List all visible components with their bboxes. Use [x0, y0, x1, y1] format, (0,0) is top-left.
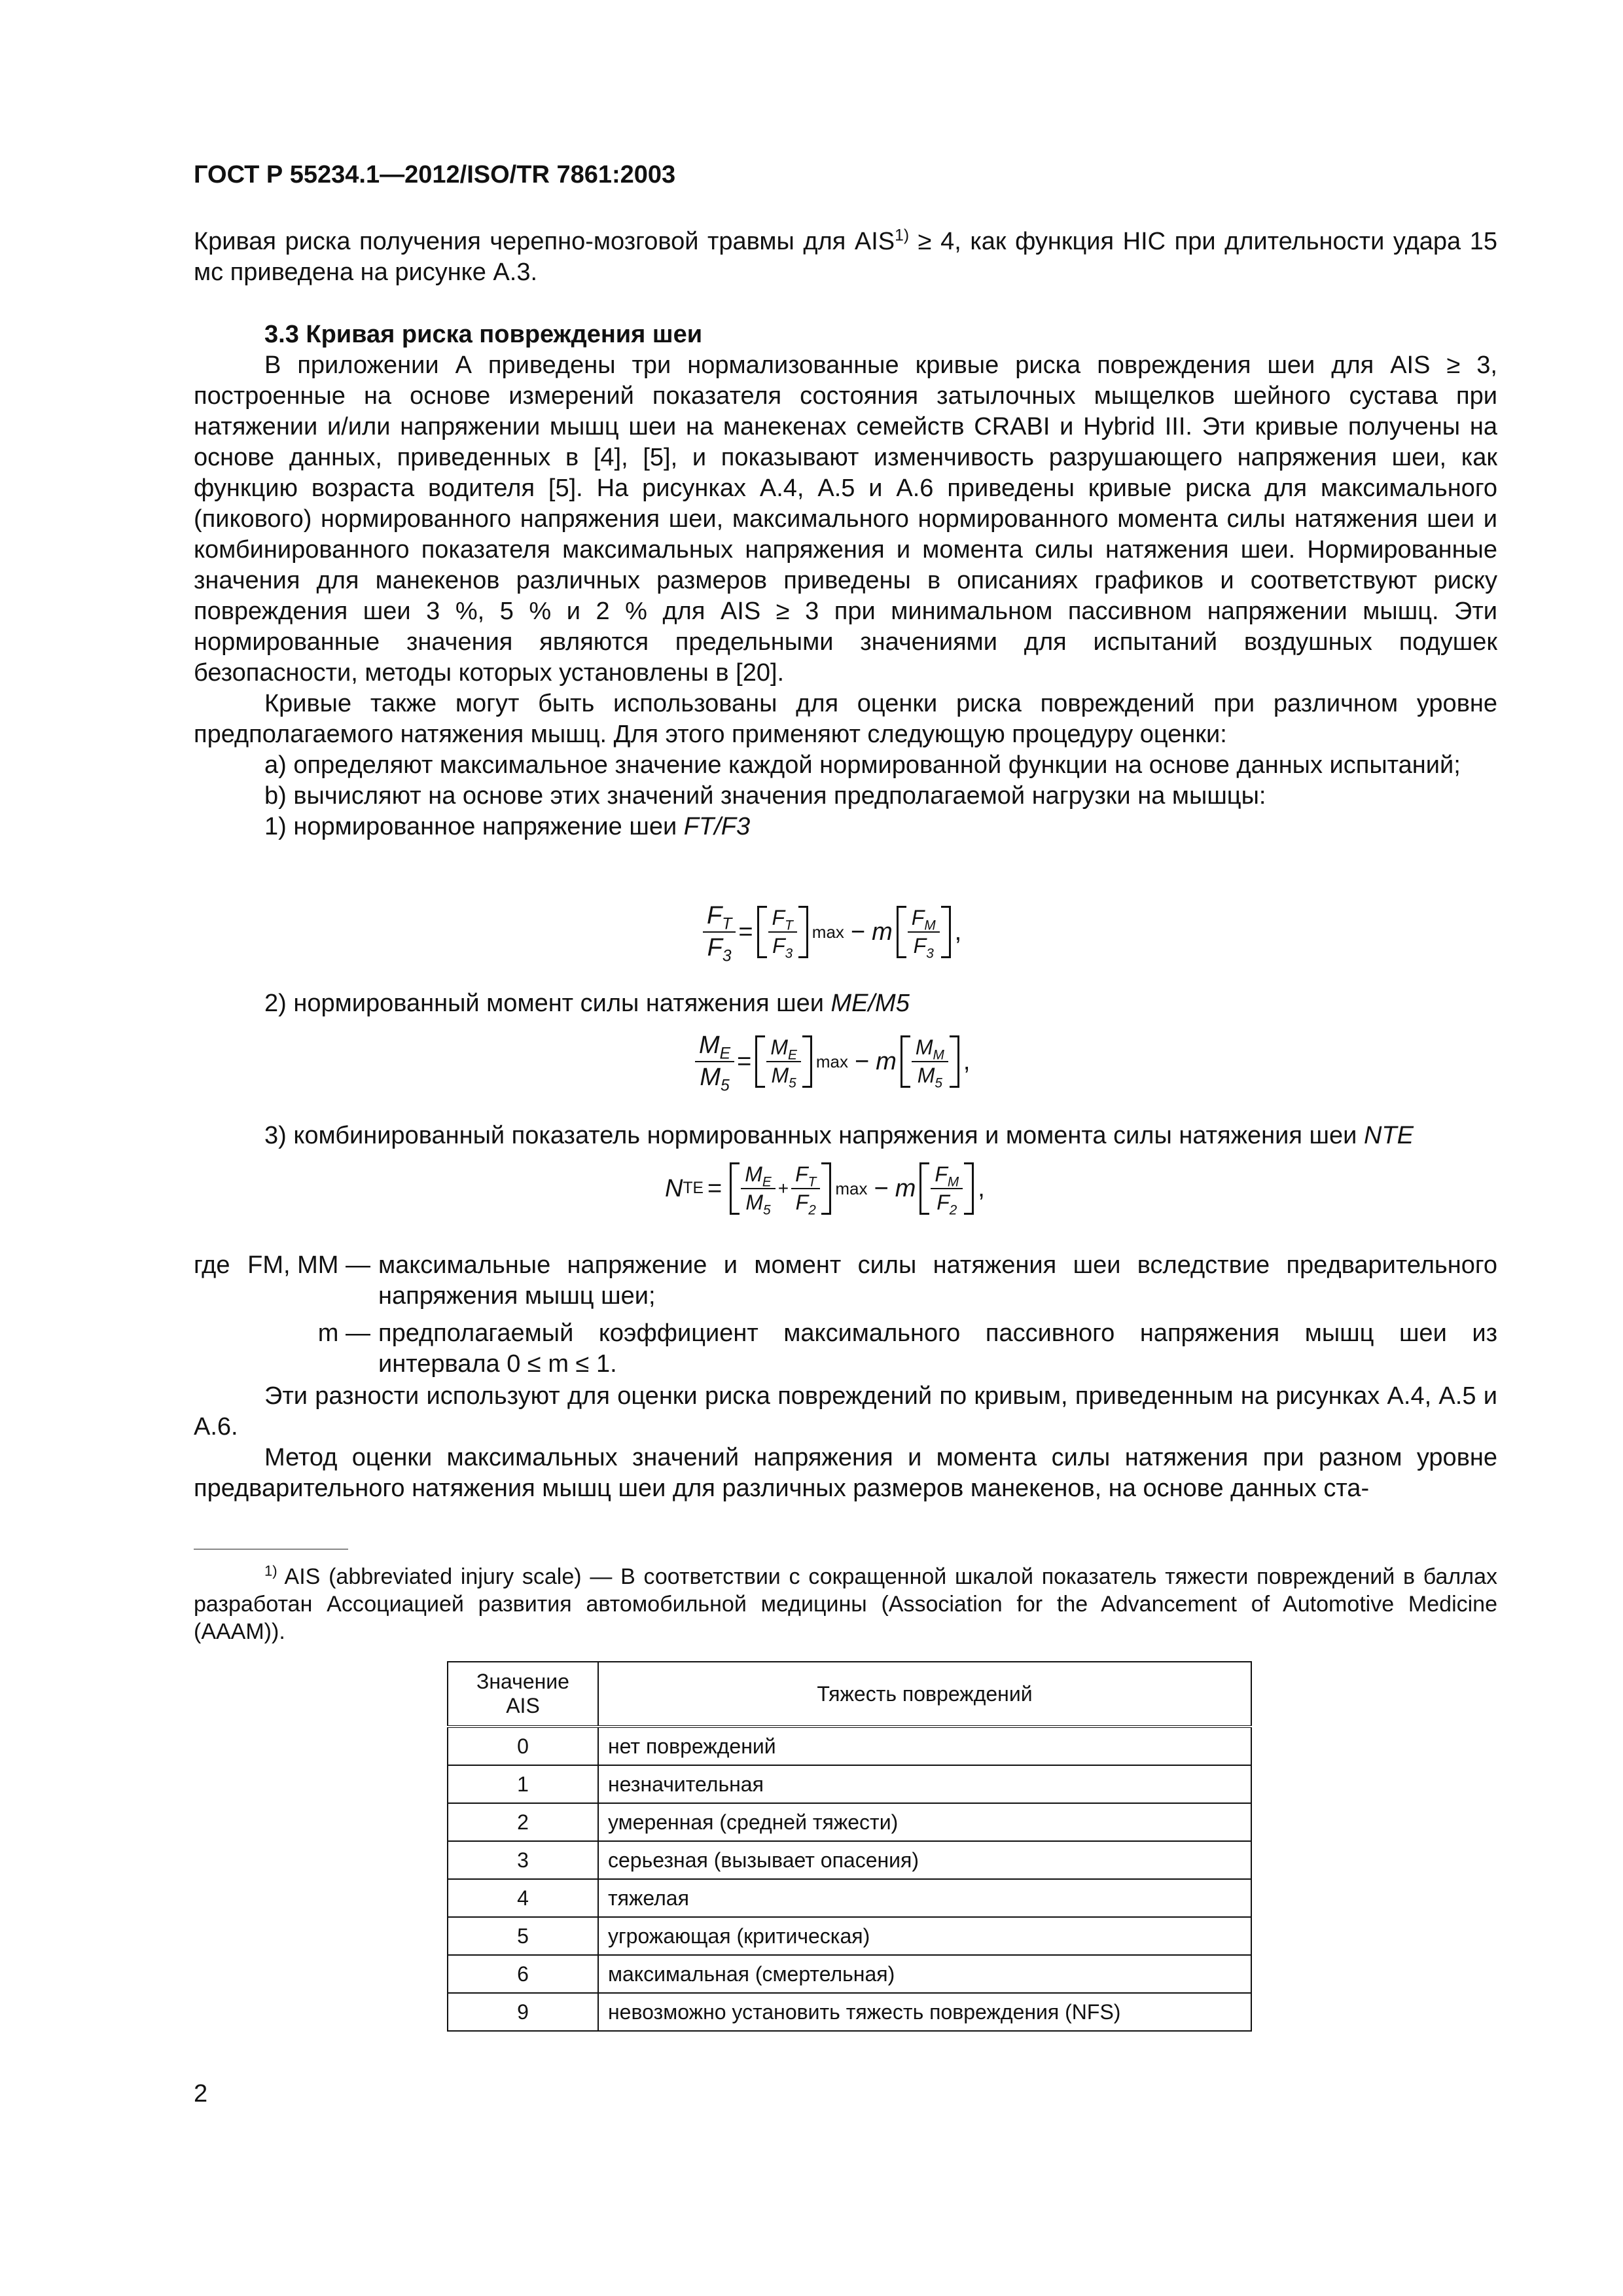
formula-3: N TE = $\frac{M_E}{M_5}$ + $\frac{F_T}{F_2}$ max − m $\frac{F_M}{F_2}$ , [665, 1162, 985, 1218]
where-def-2: предполагаемый коэффициент максимального пассивного напряжения мышц шеи из интервала 0 ≤ m ≤ 1. [378, 1319, 1497, 1378]
table-cell-ais: 9 [448, 1993, 598, 2031]
subscript: 5 [789, 1075, 796, 1091]
list-item-2-symbol: ME/M5 [830, 990, 910, 1017]
table-cell-ais: 0 [448, 1727, 598, 1765]
footnote [194, 1563, 1497, 1645]
table-cell-severity: нет повреждений [598, 1727, 1251, 1765]
subscript: E [762, 1174, 772, 1190]
paragraph-3: Эти разности используют для оценки риска повреждений по кривым, приведенным на рисунках А.4, А.5 и А.6. [194, 1382, 1497, 1441]
table-cell-severity: невозможно установить тяжесть повреждения (NFS) [598, 1993, 1251, 2031]
subscript: E [787, 1047, 797, 1063]
list-item-3-text: 3) комбинированный показатель нормированных напряжения и момента силы натяжения шеи [264, 1122, 1357, 1149]
where-def-1: максимальные напряжение и момент силы натяжения шеи вследствие предварительного напряжения мышц шеи; [378, 1251, 1497, 1310]
subscript: T [785, 918, 793, 933]
table-row [448, 1803, 1251, 1841]
page-number: 2 [194, 2080, 208, 2108]
table-cell-ais: 6 [448, 1955, 598, 1993]
list-item-b: b) вычисляют на основе этих значений значения предполагаемой нагрузки на мышцы: [264, 782, 1266, 810]
table-header-ais: Значение AIS [448, 1662, 598, 1727]
table-cell-severity: незначительная [598, 1765, 1251, 1803]
formula-1: $\frac{F_T}{F_3}$ = $\frac{F_T}{F_3}$ max − m $\frac{F_M}{F_3}$ , [700, 902, 961, 962]
list-item-1 [194, 812, 1497, 842]
subscript: 2 [808, 1202, 816, 1218]
where-term-1: FM, MM — [247, 1251, 370, 1279]
table-cell-ais: 5 [448, 1917, 598, 1955]
list-item-3-symbol: NTE [1363, 1122, 1414, 1149]
subscript: 3 [926, 946, 934, 961]
footnote-text: AIS (abbreviated injury scale) — В соответствии с сокращенной шкалой показатель тяжести повреждений в баллах разработан Ассоциацией развития автомобильной медицины (Association for the Advancement of Automotive Medicine (AAAM)). [194, 1564, 1497, 1644]
subscript: 3 [785, 946, 793, 961]
list-item-1-symbol: FT/F3 [683, 813, 751, 840]
list-item-2 [194, 988, 1497, 1019]
table-row [448, 1841, 1251, 1879]
list-item-a: a) определяют максимальное значение каждой нормированной функции на основе данных испытаний; [264, 751, 1461, 779]
intro-text-1: Кривая риска получения черепно-мозговой травмы для AIS [194, 228, 895, 255]
section-paragraph-2: Кривые также могут быть использованы для оценки риска повреждений при различном уровне предполагаемого натяжения мышц. Для этого применяют следующую процедуру оценки: [194, 690, 1497, 748]
table-row [448, 1727, 1251, 1765]
subscript: E [719, 1045, 731, 1063]
list-item-2-text: 2) нормированный момент силы натяжения шеи [264, 990, 824, 1017]
table-row [448, 1917, 1251, 1955]
table-header-severity: Тяжесть повреждений [598, 1662, 1251, 1727]
document-header: ГОСТ Р 55234.1—2012/ISO/TR 7861:2003 [194, 161, 676, 188]
subscript: M [947, 1174, 959, 1190]
table-header-row [448, 1662, 1251, 1727]
section-heading: 3.3 Кривая риска повреждения шеи [264, 321, 703, 348]
closing-paragraphs [194, 1381, 1497, 1504]
table-cell-severity: серьезная (вызывает опасения) [598, 1841, 1251, 1879]
table-row [448, 1765, 1251, 1803]
table-row [448, 1879, 1251, 1917]
where-term-2: m — [317, 1319, 370, 1347]
subscript: 5 [763, 1202, 771, 1218]
subscript: T [722, 915, 732, 933]
table-cell-ais: 3 [448, 1841, 598, 1879]
subscript: T [808, 1174, 817, 1190]
ais-table [447, 1661, 1252, 2032]
intro-paragraph [194, 226, 1497, 288]
subscript: 5 [721, 1077, 730, 1095]
table-cell-severity: максимальная (смертельная) [598, 1955, 1251, 1993]
table-cell-ais: 1 [448, 1765, 598, 1803]
table-row [448, 1955, 1251, 1993]
subscript: M [933, 1047, 944, 1063]
table-cell-severity: угрожающая (критическая) [598, 1917, 1251, 1955]
table-row [448, 1993, 1251, 2031]
footnote-mark: 1) [264, 1562, 277, 1579]
intro-text-2: ≥ 4, как функция HIC при длительности удара 15 мс приведена на рисунке А.3. [194, 228, 1497, 286]
list-item-1-text: 1) нормированное напряжение шеи [264, 813, 677, 840]
table-cell-ais: 2 [448, 1803, 598, 1841]
where-label: где [194, 1251, 230, 1279]
subscript: 3 [722, 947, 732, 965]
table-cell-ais: 4 [448, 1879, 598, 1917]
table-cell-severity: тяжелая [598, 1879, 1251, 1917]
footnote-ref: 1) [895, 226, 910, 245]
subscript: 2 [949, 1202, 957, 1218]
subscript: 5 [935, 1075, 942, 1091]
subscript: M [924, 918, 936, 933]
paragraph-4: Метод оценки максимальных значений напряжения и момента силы натяжения при разном уровне предварительного натяжения мышц шеи для различных размеров манекенов, на основе данных ста- [194, 1444, 1497, 1502]
formula-2: $\frac{M_E}{M_5}$ = $\frac{M_E}{M_5}$ max − m $\frac{M_M}{M_5}$ , [692, 1031, 970, 1092]
section-paragraph-1: В приложении А приведены три нормализованные кривые риска повреждения шеи для AIS ≥ 3, построенные на основе измерений показателя состояния затылочных мыщелков шейного сустава при натяжении и/или напряжении мышц шеи на манекенах семейств CRABI и Hybrid III. Эти кривые получены на основе данных, приведенных в [4], [5], и показывают изменчивость разрушающего напряжения шеи, как функцию возраста водителя [5]. На рисунках А.4, А.5 и А.6 приведены кривые риска для максимального (пикового) нормированного напряжения шеи, максимального нормированного момента силы натяжения шеи и комбинированного показателя максимальных напряжения и момента силы натяжения шеи. Нормированные значения для манекенов различных размеров приведены в описаниях графиков и соответствуют риску повреждения шеи 3 %, 5 % и 2 % для AIS ≥ 3 при минимальном пассивном напряжении мышц. Эти нормированные значения являются предельными значениями для испытаний воздушных подушек безопасности, методы которых установлены в [20]. [194, 351, 1497, 687]
section-3-3 [194, 319, 1497, 842]
list-item-3-wrap [194, 1121, 1497, 1151]
footnote-separator [194, 1549, 348, 1550]
table-cell-severity: умеренная (средней тяжести) [598, 1803, 1251, 1841]
list-item-3 [194, 1121, 1497, 1151]
list-item-2-wrap [194, 988, 1497, 1019]
formula-1-lhs: $\frac{F_T}{F_3}$ [703, 902, 736, 962]
